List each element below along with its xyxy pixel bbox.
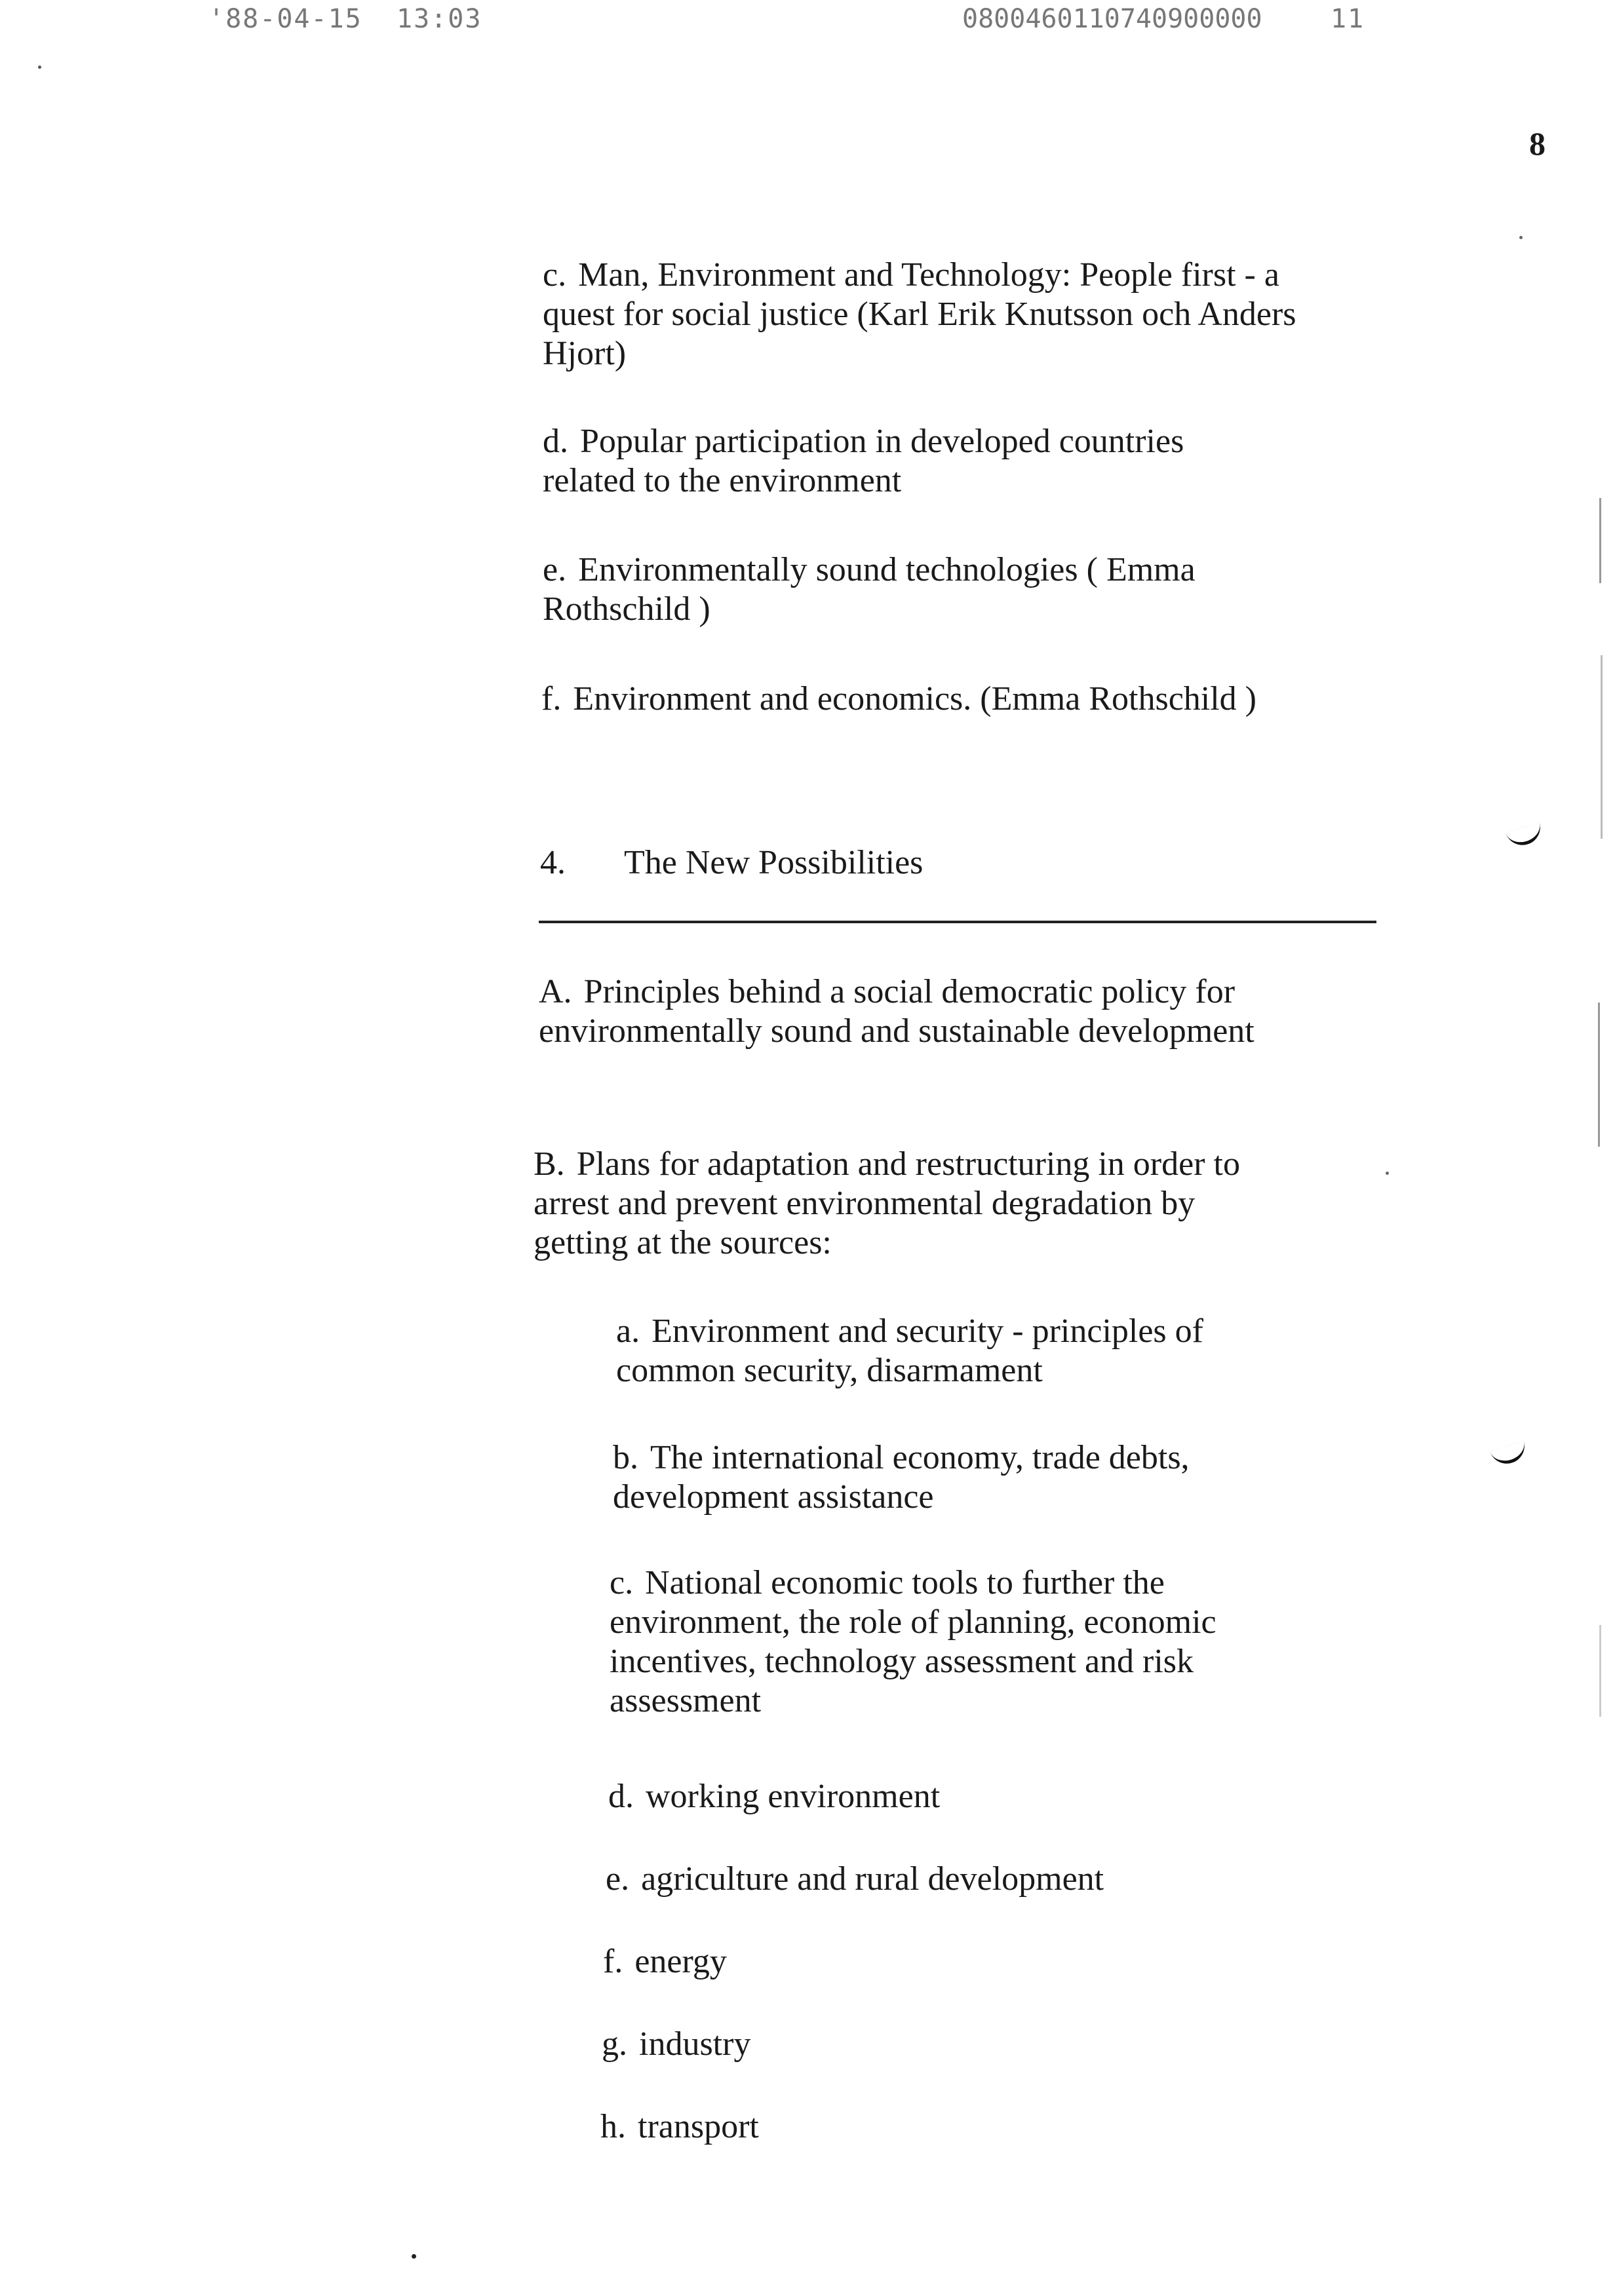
item-line: The international economy, trade debts,: [650, 1439, 1190, 1476]
item-line: related to the environment: [543, 462, 902, 499]
sub-list-item: [606, 1860, 1104, 1899]
item-label: g.: [602, 2025, 627, 2063]
item-line: Man, Environment and Technology: People first - a: [578, 256, 1279, 294]
sub-list-item: [610, 1563, 1216, 1721]
sub-list-item: [600, 2107, 759, 2147]
item-label: d.: [608, 1778, 634, 1815]
item-line: agriculture and rural development: [641, 1860, 1104, 1898]
list-item: [541, 679, 1256, 719]
scan-edge-mark: [1601, 655, 1603, 839]
item-line: working environment: [646, 1778, 941, 1815]
item-line: getting at the sources:: [534, 1224, 832, 1261]
item-line: quest for social justice (Karl Erik Knutsson och Anders: [543, 296, 1296, 333]
item-line: transport: [638, 2108, 759, 2145]
item-line: Environmentally sound technologies ( Emma: [578, 551, 1196, 588]
section-title: The New Possibilities: [624, 844, 924, 881]
page-number: 8: [1529, 125, 1546, 162]
item-line: Environment and security - principles of: [652, 1312, 1203, 1350]
item-line: energy: [634, 1943, 727, 1980]
scan-edge-mark: [1598, 1003, 1600, 1147]
check-mark-icon: [1490, 1440, 1529, 1468]
item-line: Plans for adaptation and restructuring in order to: [576, 1145, 1240, 1183]
item-line: development assistance: [613, 1478, 934, 1516]
sub-list-item: [608, 1777, 940, 1816]
item-line: Environment and economics. (Emma Rothschild ): [573, 680, 1256, 718]
scan-speck: [1386, 1172, 1389, 1175]
item-label: b.: [613, 1439, 638, 1476]
section-heading: [540, 843, 923, 883]
list-item: [543, 256, 1296, 373]
scan-speck: [1519, 236, 1523, 239]
sub-list-item: [603, 1942, 727, 1981]
item-line: Hjort): [543, 335, 627, 372]
sub-list-item: [616, 1312, 1203, 1390]
fax-date: '88-04-15: [208, 4, 362, 34]
sub-list-item: [602, 2025, 750, 2064]
fax-time: 13:03: [397, 4, 482, 34]
list-item: [539, 972, 1255, 1051]
scan-speck: [412, 2254, 416, 2259]
item-line: arrest and prevent environmental degradation by: [534, 1185, 1196, 1222]
check-mark-icon: [1506, 822, 1545, 849]
list-item: [543, 550, 1196, 629]
list-item: [534, 1145, 1240, 1263]
list-item: [543, 422, 1184, 501]
section-underline: [539, 921, 1376, 923]
fax-page-number: 11: [1331, 4, 1365, 34]
sub-list-item: [613, 1438, 1190, 1517]
item-line: Popular participation in developed countries: [580, 423, 1184, 460]
scan-speck: [38, 66, 41, 69]
item-line: National economic tools to further the: [645, 1564, 1165, 1601]
item-label: e.: [543, 551, 567, 588]
item-line: Rothschild ): [543, 590, 710, 628]
item-label: B.: [534, 1145, 565, 1183]
scan-edge-mark: [1599, 498, 1601, 583]
item-line: common security, disarmament: [616, 1352, 1043, 1389]
scan-edge-mark: [1599, 1625, 1601, 1717]
item-label: A.: [539, 973, 572, 1010]
fax-id: 0800460110740900000: [962, 4, 1262, 34]
item-line: environmentally sound and sustainable development: [539, 1012, 1255, 1050]
item-line: Principles behind a social democratic policy for: [583, 973, 1236, 1010]
item-label: c.: [543, 256, 567, 294]
item-label: c.: [610, 1564, 634, 1601]
item-label: f.: [541, 680, 562, 718]
item-label: d.: [543, 423, 568, 460]
item-label: h.: [600, 2108, 626, 2145]
item-line: incentives, technology assessment and risk: [610, 1643, 1194, 1680]
item-label: a.: [616, 1312, 640, 1350]
item-label: e.: [606, 1860, 630, 1898]
item-label: f.: [603, 1943, 623, 1980]
item-line: environment, the role of planning, economic: [610, 1603, 1216, 1641]
item-line: industry: [639, 2025, 751, 2063]
item-line: assessment: [610, 1682, 762, 1719]
section-number: 4.: [540, 844, 566, 881]
